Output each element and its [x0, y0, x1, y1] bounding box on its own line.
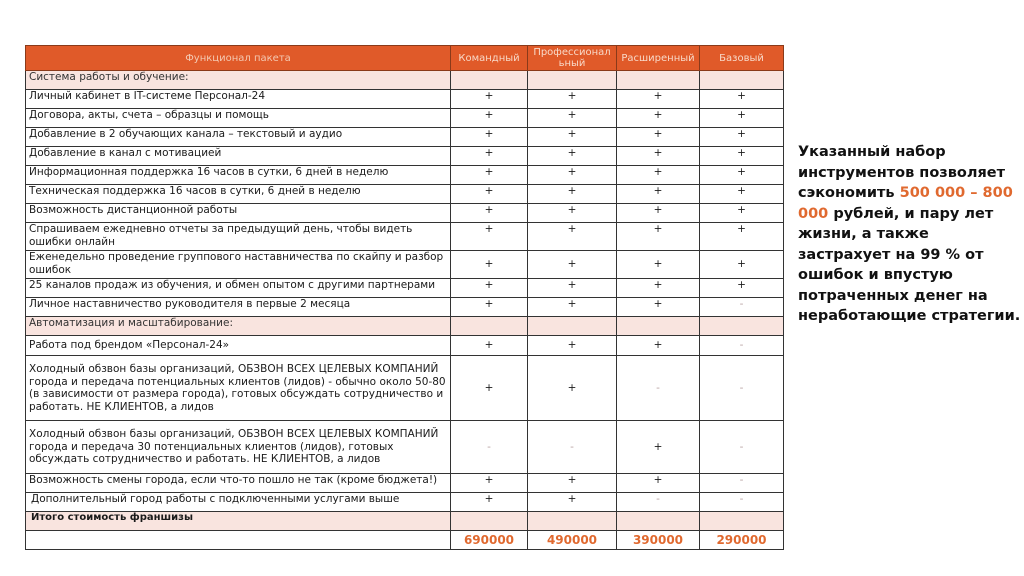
mark-cell: - [617, 356, 700, 421]
mark-cell: + [617, 421, 700, 474]
mark-cell: + [451, 90, 528, 109]
mark-cell: + [528, 356, 617, 421]
section-row [26, 71, 784, 90]
price-professional: 490000 [528, 531, 617, 550]
feature-cell: Техническая поддержка 16 часов в сутки, 6 дней в неделю [26, 185, 451, 204]
section-row [26, 317, 784, 336]
feature-cell: Холодный обзвон базы организаций, ОБЗВОН ВСЕХ ЦЕЛЕВЫХ КОМПАНИЙ города и передача потенциальных клиентов (лидов) - обычно около 50-80 (в зависимости от размера города), готовых обсуждать сотрудничество и работать. НЕ КЛИЕНТОВ, а лидов [26, 356, 451, 421]
mark-cell: + [617, 474, 700, 493]
mark-cell: + [451, 279, 528, 298]
mark-cell: + [528, 109, 617, 128]
mark-cell: + [617, 147, 700, 166]
mark-cell: + [617, 251, 700, 279]
feature-cell: Возможность смены города, если что-то пошло не так (кроме бюджета!) [26, 474, 451, 493]
mark-cell: + [617, 336, 700, 356]
mark-cell: + [528, 251, 617, 279]
feature-cell: Возможность дистанционной работы [26, 204, 451, 223]
header-plan-professional: Профессионал ьный [528, 46, 617, 71]
table-row [26, 128, 784, 147]
mark-cell: + [528, 185, 617, 204]
mark-cell: + [617, 223, 700, 251]
mark-cell: - [700, 474, 784, 493]
mark-cell: + [451, 147, 528, 166]
header-plan-basic: Базовый [700, 46, 784, 71]
mark-cell: + [617, 90, 700, 109]
feature-cell: Работа под брендом «Персонал-24» [26, 336, 451, 356]
mark-cell: - [451, 421, 528, 474]
table-row [26, 421, 784, 474]
mark-cell: - [700, 298, 784, 317]
mark-cell: + [700, 128, 784, 147]
price-team: 690000 [451, 531, 528, 550]
table-row [26, 166, 784, 185]
header-plan-team: Командный [451, 46, 528, 71]
mark-cell: - [700, 356, 784, 421]
mark-cell: + [700, 90, 784, 109]
mark-cell: + [528, 223, 617, 251]
mark-cell: + [700, 251, 784, 279]
mark-cell: + [451, 128, 528, 147]
feature-cell: Еженедельно проведение группового наставничества по скайпу и разбор ошибок [26, 251, 451, 279]
mark-cell: + [617, 204, 700, 223]
table-row [26, 336, 784, 356]
mark-cell: + [700, 185, 784, 204]
feature-cell: 25 каналов продаж из обучения, и обмен опытом с другими партнерами [26, 279, 451, 298]
feature-cell: Дополнительный город работы с подключенными услугами выше [26, 493, 451, 512]
mark-cell: + [617, 128, 700, 147]
price-row [26, 531, 784, 550]
mark-cell: - [700, 421, 784, 474]
table-row [26, 493, 784, 512]
total-row [26, 512, 784, 531]
mark-cell: + [451, 204, 528, 223]
mark-cell: + [528, 204, 617, 223]
mark-cell: - [700, 336, 784, 356]
table-row [26, 90, 784, 109]
mark-cell: + [451, 109, 528, 128]
mark-cell: + [451, 336, 528, 356]
mark-cell: + [700, 204, 784, 223]
mark-cell: + [700, 223, 784, 251]
mark-cell: + [451, 493, 528, 512]
mark-cell: + [528, 90, 617, 109]
mark-cell: - [700, 493, 784, 512]
table-row [26, 185, 784, 204]
table-row [26, 204, 784, 223]
mark-cell: + [451, 251, 528, 279]
header-plan-extended: Расширенный [617, 46, 700, 71]
mark-cell: + [617, 279, 700, 298]
table-row [26, 356, 784, 421]
mark-cell: + [617, 298, 700, 317]
mark-cell: + [528, 128, 617, 147]
savings-amount: 500 000 – 800 000 [798, 185, 1013, 222]
mark-cell: + [528, 474, 617, 493]
table-row [26, 474, 784, 493]
header-row [26, 46, 784, 71]
mark-cell: + [700, 279, 784, 298]
mark-cell: + [451, 356, 528, 421]
table-row [26, 251, 784, 279]
savings-note-intro: Указанный набор инструментов позволяет сэкономить [798, 144, 1006, 201]
mark-cell: + [528, 279, 617, 298]
feature-cell: Холодный обзвон базы организаций, ОБЗВОН ВСЕХ ЦЕЛЕВЫХ КОМПАНИЙ города и передача 30 потенциальных клиентов (лидов), готовых обсуждать сотрудничество и работать. НЕ КЛИЕНТОВ, а лидов [26, 421, 451, 474]
table-row [26, 109, 784, 128]
feature-cell: Информационная поддержка 16 часов в сутки, 6 дней в неделю [26, 166, 451, 185]
mark-cell: + [617, 166, 700, 185]
mark-cell: + [451, 185, 528, 204]
mark-cell: + [700, 147, 784, 166]
mark-cell: + [451, 166, 528, 185]
feature-cell: Договора, акты, счета – образцы и помощь [26, 109, 451, 128]
mark-cell: + [700, 166, 784, 185]
header-feature: Функционал пакета [26, 46, 451, 71]
section-title: Система работы и обучение: [26, 71, 451, 90]
feature-cell: Добавление в 2 обучающих канала – текстовый и аудио [26, 128, 451, 147]
feature-cell: Личный кабинет в IT-системе Персонал-24 [26, 90, 451, 109]
savings-note [798, 142, 1024, 327]
total-label: Итого стоимость франшизы [26, 512, 451, 531]
mark-cell: - [528, 421, 617, 474]
table-row [26, 223, 784, 251]
feature-cell: Личное наставничество руководителя в первые 2 месяца [26, 298, 451, 317]
mark-cell: + [700, 109, 784, 128]
feature-cell: Добавление в канал с мотивацией [26, 147, 451, 166]
table-row [26, 279, 784, 298]
feature-cell: Спрашиваем ежедневно отчеты за предыдущий день, чтобы видеть ошибки онлайн [26, 223, 451, 251]
section-title: Автоматизация и масштабирование: [26, 317, 451, 336]
mark-cell: - [617, 493, 700, 512]
table-row [26, 298, 784, 317]
mark-cell: + [617, 109, 700, 128]
franchise-packages-table [25, 45, 784, 550]
table-row [26, 147, 784, 166]
mark-cell: + [451, 298, 528, 317]
mark-cell: + [528, 147, 617, 166]
savings-note-rest: рублей, и пару лет жизни, а также застрахует на 99 % от ошибок и впустую потраченных денег на неработающие стратегии. [798, 205, 1021, 324]
price-extended: 390000 [617, 531, 700, 550]
mark-cell: + [528, 336, 617, 356]
mark-cell: + [617, 185, 700, 204]
mark-cell: + [528, 298, 617, 317]
mark-cell: + [528, 493, 617, 512]
price-basic: 290000 [700, 531, 784, 550]
mark-cell: + [451, 223, 528, 251]
mark-cell: + [528, 166, 617, 185]
mark-cell: + [451, 474, 528, 493]
